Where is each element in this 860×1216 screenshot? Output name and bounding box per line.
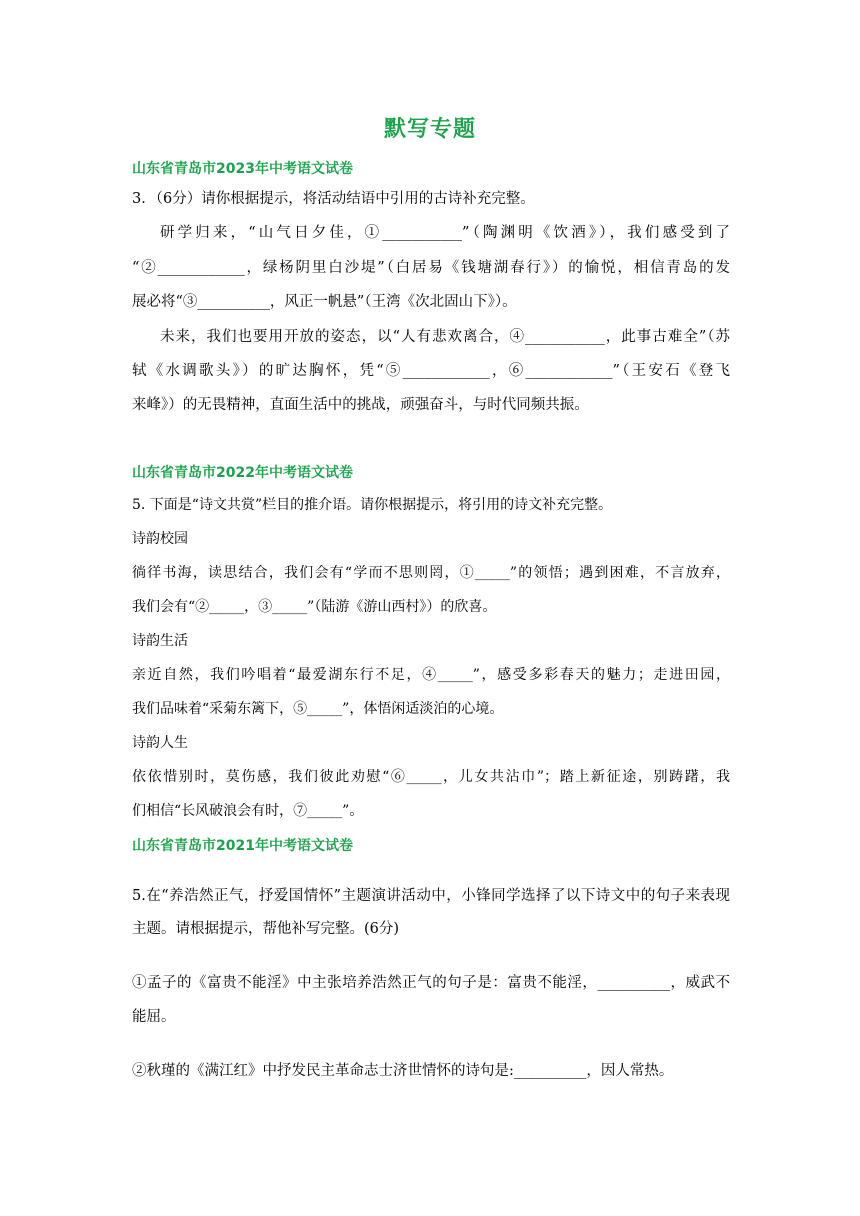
paragraph-line: 徜徉书海，读思结合，我们会有“学而不思则罔，①_____”的领悟；遇到困难，不言放弃， [132,565,730,581]
page-title: 默写专题 [383,117,476,142]
subheading-life-journey: 诗韵人生 [132,735,188,751]
section-source-2023: 山东省青岛市2023年中考语文试卷 [132,161,353,177]
paragraph-line: 依依惜别时，莫伤感，我们彼此劝慰“⑥_____，儿女共沾巾”；踏上新征途，别踌躇，我 [132,769,730,785]
paragraph-line: 主题。请根据提示，帮他补写完整。(6分) [132,921,400,937]
section-source-2022: 山东省青岛市2022年中考语文试卷 [132,465,353,481]
paragraph-line: 能屈。 [132,1009,176,1025]
paragraph-line: “②____________，绿杨阴里白沙堤”（白居易《钱塘湖春行》）的愉悦，相信青岛的发 [132,260,730,276]
paragraph-line: 未来，我们也要用开放的姿态，以“人有悲欢离合，④___________，此事古难全”（苏 [160,329,730,345]
paragraph-line: 轼《水调歌头》）的旷达胸怀，凭“⑤____________，⑥____________”（王安石《登飞 [132,363,730,379]
paragraph-line: 我们会有“②_____，③_____”（陆游《游山西村》）的欣喜。 [132,599,497,615]
question-5-stem: 5. 下面是“诗文共赏”栏目的推介语。请你根据提示，将引用的诗文补充完整。 [132,497,613,513]
question-3-stem: 3．（6分）请你根据提示，将活动结语中引用的古诗补充完整。 [132,191,535,207]
paragraph-line: 研学归来，“山气日夕佳，①___________”（陶渊明《饮酒》），我们感受到了 [160,225,730,241]
subheading-life: 诗韵生活 [132,633,188,649]
paragraph-line: ①孟子的《富贵不能淫》中主张培养浩然正气的句子是：富贵不能淫，__________，威武不 [132,975,730,991]
question-5-stem-2021: 5.在“养浩然正气，抒爱国情怀”主题演讲活动中，小锋同学选择了以下诗文中的句子来表现 [132,888,730,904]
paragraph-line: 们相信“长风破浪会有时，⑦_____”。 [132,803,364,819]
paragraph-line: 来峰》）的无畏精神，直面生活中的挑战，顽强奋斗，与时代同频共振。 [132,397,589,413]
paragraph-line: 展必将“③__________，风正一帆悬”（王湾《次北固山下》）。 [132,294,517,310]
section-source-2021: 山东省青岛市2021年中考语文试卷 [132,838,353,854]
paragraph-line: 我们品味着“采菊东篱下，⑤_____”，体悟闲适淡泊的心境。 [132,701,504,717]
paragraph-line: ②秋瑾的《满江红》中抒发民主革命志士济世情怀的诗句是:__________，因人常热。 [132,1063,674,1079]
paragraph-line: 亲近自然，我们吟唱着“最爱湖东行不足，④_____”，感受多彩春天的魅力；走进田园， [132,667,730,683]
subheading-campus: 诗韵校园 [132,531,188,547]
